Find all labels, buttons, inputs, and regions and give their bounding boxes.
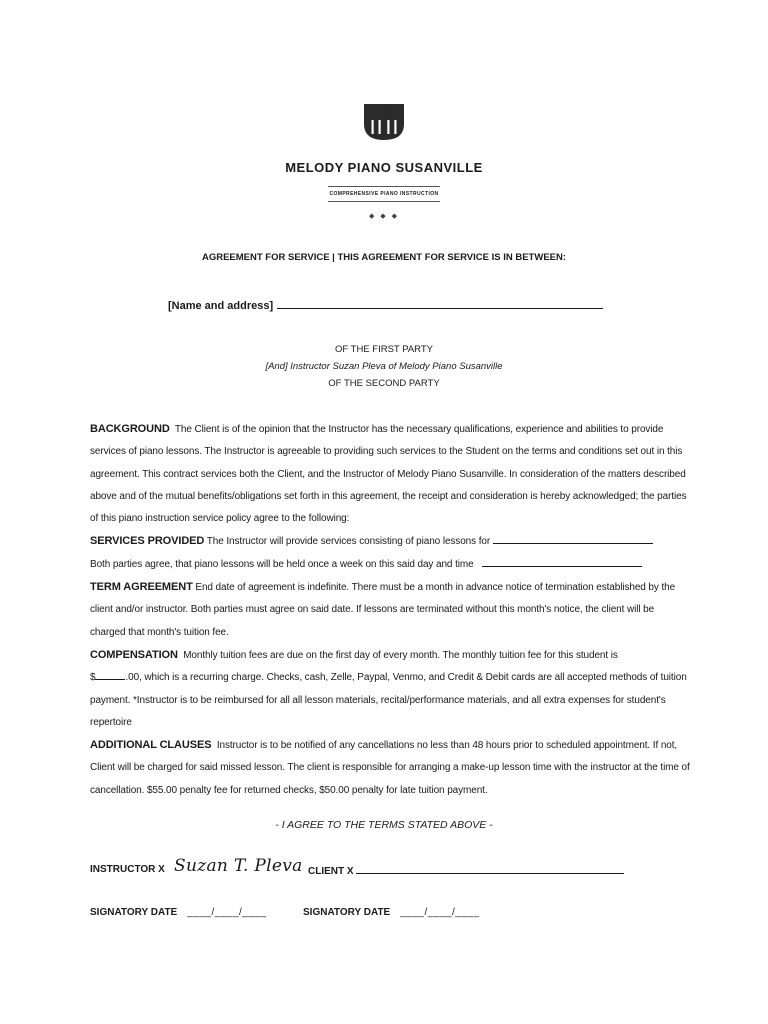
compensation-section [90, 644, 690, 734]
term-text: End date of agreement is indefinite. There must be a month in advance notice of termination established by the client and/or instructor. Both parties must agree on said date. If lessons are terminated without this month's notice, the client will be charged that month's tuition fee. [90, 582, 676, 638]
client-date-blank[interactable]: ____/____/____ [400, 907, 480, 918]
header-rule-top [328, 186, 440, 187]
term-heading: TERM AGREEMENT [90, 581, 193, 594]
compensation-text-2: .00, which is a recurring charge. Checks, cash, Zelle, Paypal, Venmo, and Credit & Debit cards are all accepted methods of tuition payment. *Instructor is to be reimbursed for all all lesson materials, recital/performance materials, and all extra expenses for student's repertoire [90, 672, 687, 728]
dollar-sign: $ [90, 672, 96, 684]
client-signature-line [308, 864, 624, 877]
client-date-label: SIGNATORY DATE [303, 907, 391, 918]
instructor-date-line [90, 907, 267, 918]
term-section [90, 576, 690, 644]
piano-keys-icon [362, 100, 406, 142]
name-address-blank[interactable] [277, 298, 603, 309]
compensation-heading: COMPENSATION [90, 648, 178, 661]
instructor-party-line: [And] Instructor Suzan Pleva of Melody Piano Susanville [265, 361, 503, 372]
lesson-day-time-blank[interactable] [482, 557, 642, 567]
brand-tagline: COMPREHENSIVE PIANO INSTRUCTION [329, 191, 439, 197]
instructor-date-label: SIGNATORY DATE [90, 907, 178, 918]
services-text: The Instructor will provide services consisting of piano lessons for [206, 536, 491, 548]
additional-section [90, 734, 690, 802]
compensation-text: Monthly tuition fees are due on the first day of every month. The monthly tuition fee for this student is [183, 649, 618, 661]
client-label: CLIENT X [308, 866, 354, 877]
ornament-diamonds: ◆ ◆ ◆ [368, 213, 400, 220]
second-party-label: OF THE SECOND PARTY [328, 378, 440, 389]
instructor-date-blank[interactable]: ____/____/____ [187, 907, 267, 918]
additional-heading: ADDITIONAL CLAUSES [90, 739, 212, 752]
agreement-title: AGREEMENT FOR SERVICE | THIS AGREEMENT FOR SERVICE IS IN BETWEEN: [201, 252, 567, 263]
additional-text: Instructor is to be notified of any cancellations no less than 48 hours prior to scheduled appointment. If not, Client will be charged for said missed lesson. The client is responsible for arranging a make-up lesson time with the instructor at the time of cancellation. $55.00 penalty fee for returned checks, $50.00 penalty for late tuition payment. [90, 740, 690, 796]
name-address-label: [Name and address] [168, 300, 274, 312]
instructor-signature: Suzan T. Pleva [174, 856, 303, 876]
services-section [90, 530, 690, 576]
background-heading: BACKGROUND [90, 423, 170, 435]
services-schedule-text: Both parties agree, that piano lessons will be held once a week on this said day and time [90, 558, 474, 570]
services-heading: SERVICES PROVIDED [90, 535, 205, 548]
first-party-label: OF THE FIRST PARTY [334, 344, 433, 355]
client-date-line [303, 907, 480, 918]
student-name-blank[interactable] [493, 534, 653, 544]
agreement-statement: - I AGREE TO THE TERMS STATED ABOVE - [275, 819, 493, 831]
client-signature-blank[interactable] [356, 864, 624, 874]
background-section [90, 418, 690, 530]
background-text: The Client is of the opinion that the Instructor has the necessary qualifications, experience and abilities to provide services of piano lessons. The Instructor is agreeable to providing such services to the Student on the terms and conditions set out in this agreement. This contract services both the Client, and the Instructor of Melody Piano Susanville. In consideration of the matters described above and of the mutual benefits/obligations set forth in this agreement, the receipt and consideration is hereby acknowledged; the parties of this piano instruction service policy agree to the following: [90, 424, 687, 525]
brand-name: MELODY PIANO SUSANVILLE [285, 160, 483, 175]
agreement-body [90, 418, 690, 802]
header-rule-bottom [328, 201, 440, 202]
tuition-amount-blank[interactable] [95, 670, 125, 680]
name-address-line [168, 298, 603, 312]
instructor-label: INSTRUCTOR X [90, 864, 165, 875]
